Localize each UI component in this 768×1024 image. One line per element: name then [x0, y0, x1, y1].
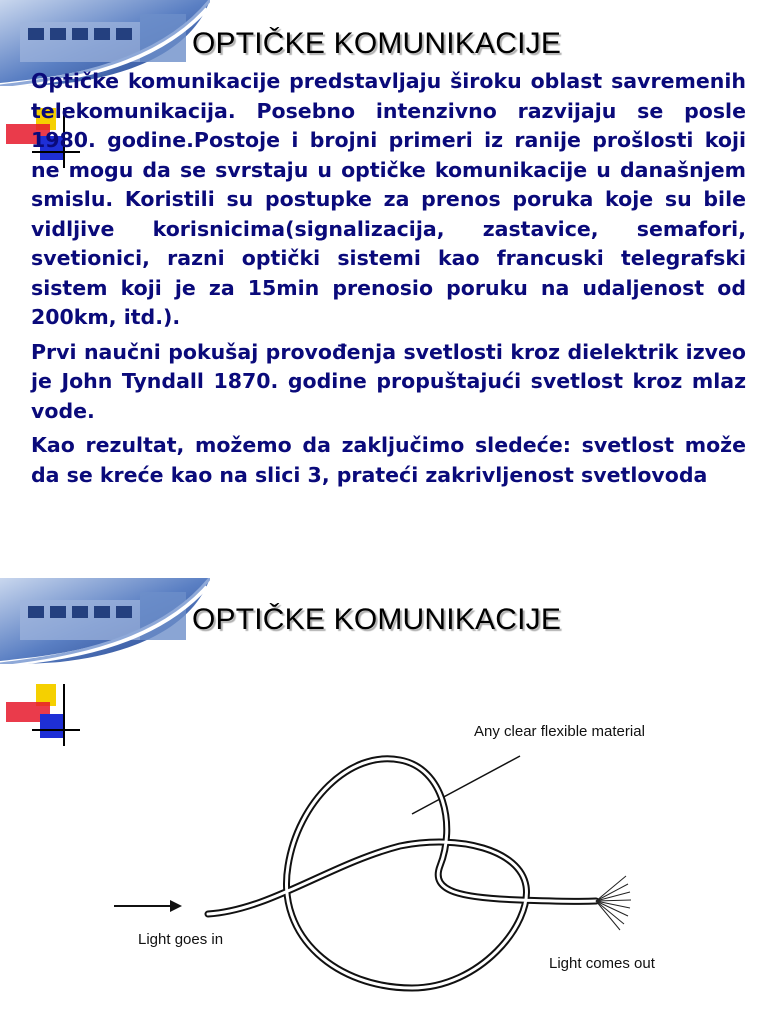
paragraph-tyndall: Prvi naučni pokušaj provođenja svetlosti kroz dielektrik izveo je John Tyndall 1870. godine propuštajući svetlost kroz mlaz vode.: [31, 339, 746, 423]
slide-body: [31, 67, 746, 495]
label-material: Any clear flexible material: [474, 723, 645, 740]
slide-title: OPTIČKE KOMUNIKACIJE: [192, 27, 562, 60]
paragraph-history: Optičke komunikacije predstavljaju široku oblast savremenih telekomunikacija. Posebno intenzivno razvijaju se posle 1980. godine.Postoje i brojni primeri iz ranije prošlosti koji ne mogu da se svrstaju u optičke komunikacije u današnjem smislu. Koristili su postupke za prenos poruka koje su bile vidljive korisnicima(signalizacija, zastavice, semafori, svetionici, razni optički sistemi kao francuski telegrafski sistem koji je za 15min prenosio poruku na udaljenost od 200km, itd.).: [31, 69, 746, 329]
bullet-decoration-icon: [6, 684, 80, 746]
paragraph-conclusion: Kao rezultat, možemo da zaključimo sledeće: svetlost može da se kreće kao na slici 3, prateći zakrivljenost svetlovoda: [31, 433, 746, 487]
slide-2: [0, 578, 768, 1024]
train-photo-banner: [0, 578, 210, 664]
slide-title: OPTIČKE KOMUNIKACIJE: [192, 603, 562, 636]
light-guide-figure: [100, 688, 680, 998]
label-light-out: Light comes out: [549, 955, 655, 972]
label-light-in: Light goes in: [138, 931, 224, 948]
